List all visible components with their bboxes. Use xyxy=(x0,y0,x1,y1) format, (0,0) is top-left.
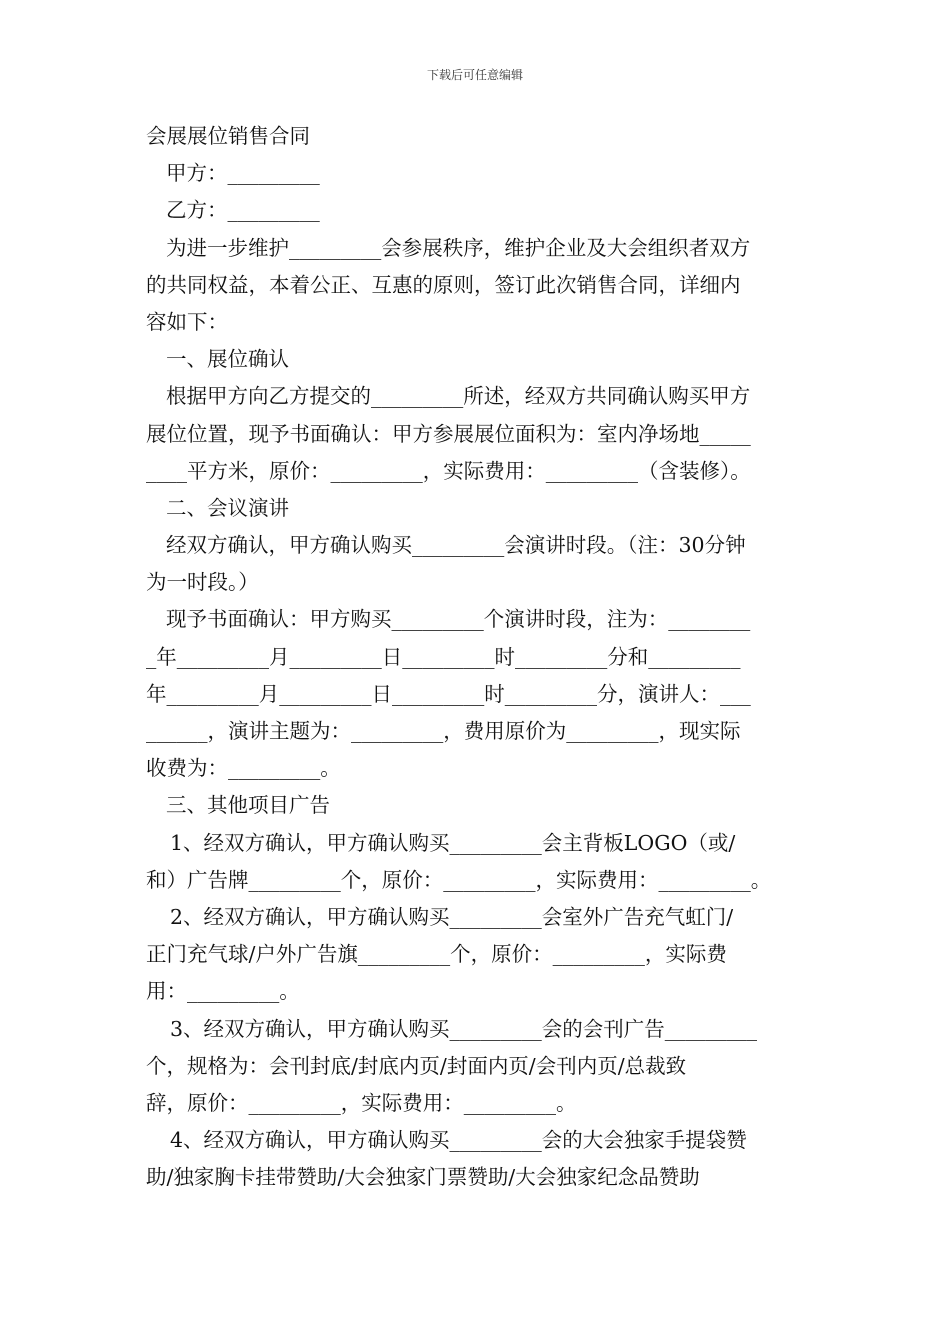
text-line: 展位位置，现予书面确认：甲方参展展位面积为：室内净场地_____ xyxy=(146,421,751,446)
text-line: 年_________月_________日_________时_________分，演讲人：___ xyxy=(146,681,751,706)
text-line: ____平方米，原价：_________，实际费用：_________（含装修）。 xyxy=(146,458,751,483)
text-line: 根据甲方向乙方提交的_________所述，经双方共同确认购买甲方 xyxy=(166,384,751,409)
text-line: 3、经双方确认，甲方确认购买_________会的会刊广告_________ xyxy=(170,1016,758,1041)
text-line: 用：_________。 xyxy=(146,979,300,1004)
text-line: 1、经双方确认，甲方确认购买_________会主背板LOGO（或/ xyxy=(170,830,736,855)
text-line: ______，演讲主题为：_________，费用原价为_________，现实际 xyxy=(146,719,741,743)
text-line: 为进一步维护_________会参展秩序，维护企业及大会组织者双方 xyxy=(166,235,751,260)
text-line: _年_________月_________日_________时_________分和_________ xyxy=(146,644,741,669)
text-line: 为一时段。） xyxy=(146,570,259,595)
text-line: 的共同权益，本着公正、互惠的原则，签订此次销售合同，详细内 xyxy=(146,272,741,297)
text-line: 经双方确认，甲方确认购买_________会演讲时段。（注：30分钟 xyxy=(166,533,746,558)
text-line: 正门充气球/户外广告旗_________个，原价：_________，实际费 xyxy=(146,942,727,967)
text-line: 乙方：_________ xyxy=(166,198,320,223)
text-line: 一、展位确认 xyxy=(166,347,289,372)
text-line: 2、经双方确认，甲方确认购买_________会室外广告充气虹门/ xyxy=(170,904,734,929)
text-line: 助/独家胸卡挂带赞助/大会独家门票赞助/大会独家纪念品赞助 xyxy=(146,1165,700,1190)
text-line: 容如下： xyxy=(146,309,228,334)
text-line: 收费为：_________。 xyxy=(146,756,341,781)
text-line: 现予书面确认：甲方购买_________个演讲时段，注为：________ xyxy=(166,607,751,632)
text-line: 甲方：_________ xyxy=(166,161,320,186)
text-line: 4、经双方确认，甲方确认购买_________会的大会独家手提袋赞 xyxy=(170,1128,747,1153)
text-line: 个，规格为：会刊封底/封底内页/封面内页/会刊内页/总裁致 xyxy=(146,1053,687,1078)
page-header: 下载后可任意编辑 xyxy=(426,68,523,82)
text-line: 三、其他项目广告 xyxy=(166,793,330,818)
text-line: 和）广告牌_________个，原价：_________，实际费用：_________。 xyxy=(146,867,772,892)
text-line: 二、会议演讲 xyxy=(166,495,289,520)
text-line: 辞，原价：_________，实际费用：_________。 xyxy=(146,1090,577,1115)
document-title: 会展展位销售合同 xyxy=(146,124,310,148)
contract-body xyxy=(146,118,808,1196)
